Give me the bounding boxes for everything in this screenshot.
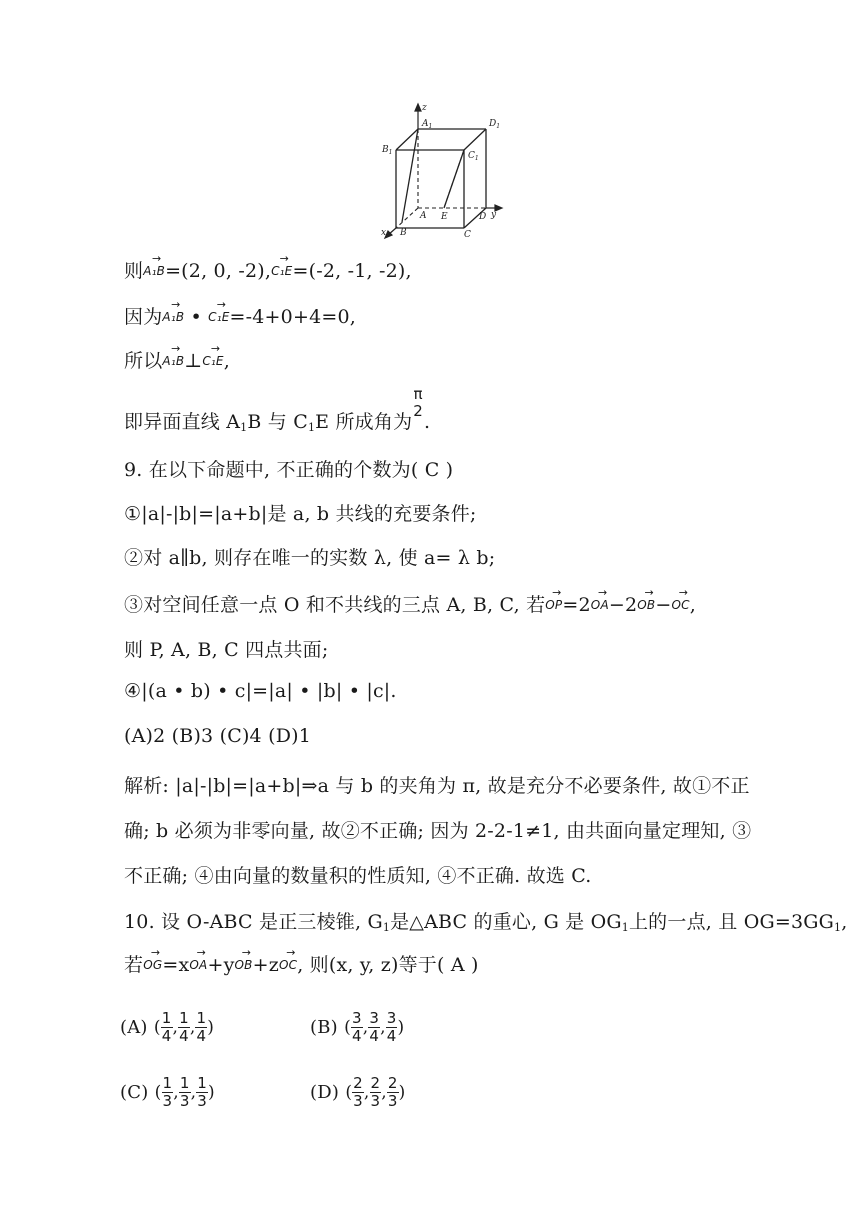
- solution-line-3: 不正确; ④由向量的数量积的性质知, ④不正确. 故选 C.: [124, 865, 592, 887]
- text: E 所成角为: [315, 411, 413, 433]
- text: ,: [689, 594, 696, 616]
- cube-coordinate-figure: [378, 100, 508, 240]
- text: =(2, 0, -2),: [165, 260, 272, 282]
- vector-a1b: → A₁B: [162, 298, 185, 324]
- line-vectors-a1b-c1e: [124, 252, 412, 283]
- text: =2: [562, 594, 591, 616]
- question-10-condition: [124, 946, 479, 977]
- vector-oc: → OC: [278, 946, 298, 972]
- text: 是△ABC 的重心, G 是 OG: [390, 911, 622, 933]
- question-9-statement-3: [124, 586, 696, 617]
- vector-oa: → OA: [189, 946, 208, 972]
- question-9-options: (A)2 (B)3 (C)4 (D)1: [124, 725, 312, 747]
- vertex-d-label: D: [479, 212, 487, 222]
- vector-ob: → OB: [234, 946, 253, 972]
- text: 因为: [124, 306, 163, 328]
- question-9-title: 9. 在以下命题中, 不正确的个数为( C ): [124, 459, 454, 481]
- vertex-b1-label: $B_1$: [382, 145, 393, 156]
- option-b: (B) ( $\frac{3}{4}$ , $\frac{3}{4}$ , $\frac{3}{4}$ ): [310, 1009, 405, 1045]
- question-10-title: [124, 907, 847, 934]
- axis-z-label: z: [422, 103, 427, 113]
- vector-a1b: → A₁B: [162, 342, 185, 368]
- text: =x: [162, 954, 190, 976]
- option-c: (C) ( $\frac{1}{3}$ , $\frac{1}{3}$ , $\frac{1}{3}$ ): [120, 1074, 215, 1110]
- option-label: (C): [120, 1082, 149, 1103]
- subscript: 1: [834, 921, 842, 934]
- subscript: 1: [240, 421, 248, 434]
- solution-line-2: 确; b 必须为非零向量, 故②不正确; 因为 2-2-1≠1, 由共面向量定理知, ③: [124, 820, 752, 842]
- vertex-a1-label: $A_1$: [422, 119, 433, 130]
- text: ⊥: [184, 350, 203, 372]
- axis-x-label: x: [381, 228, 387, 238]
- vector-og: → OG: [143, 946, 163, 972]
- option-a: (A) ( $\frac{1}{4}$ , $\frac{1}{4}$ , $\frac{1}{4}$ ): [120, 1009, 215, 1045]
- vertex-c1-label: $C_1$: [468, 151, 479, 162]
- text: +y: [207, 954, 235, 976]
- line-angle-result: [124, 386, 430, 434]
- text: +z: [252, 954, 279, 976]
- question-9-statement-3-cont: 则 P, A, B, C 四点共面;: [124, 639, 329, 661]
- vertex-a-label: A: [420, 211, 427, 221]
- vector-ob: → OB: [637, 586, 656, 612]
- option-label: (A): [120, 1017, 148, 1038]
- text: 若: [124, 954, 144, 976]
- text: −: [655, 594, 672, 616]
- vector-oa: → OA: [590, 586, 609, 612]
- text: =-4+0+4=0,: [229, 306, 357, 328]
- question-9-statement-2: ②对 a∥b, 则存在唯一的实数 λ, 使 a= λ b;: [124, 547, 496, 569]
- text: ,: [841, 911, 848, 933]
- vertex-b-label: B: [400, 228, 407, 238]
- option-d: (D) ( $\frac{2}{3}$ , $\frac{2}{3}$ , $\frac{2}{3}$ ): [310, 1074, 406, 1110]
- vertex-c-label: C: [464, 230, 471, 240]
- vector-a1b: → A₁B: [143, 252, 166, 278]
- subscript: 1: [382, 921, 391, 934]
- text: =(-2, -1, -2),: [292, 260, 412, 282]
- question-9-statement-1: ①|a|-|b|=|a+b|是 a, b 共线的充要条件;: [124, 503, 477, 525]
- vector-c1e: → C₁E: [208, 298, 230, 324]
- text: •: [184, 306, 209, 328]
- text: 上的一点, 且 OG=3GG: [628, 911, 835, 933]
- vector-c1e: → C₁E: [271, 252, 293, 278]
- point-e-label: E: [441, 212, 448, 222]
- question-9-statement-4: ④|(a • b) • c|=|a| • |b| • |c|.: [124, 680, 397, 702]
- text: B 与 C: [247, 411, 308, 433]
- text: , 则(x, y, z)等于( A ): [297, 954, 479, 976]
- text: 所以: [124, 350, 163, 372]
- text: .: [424, 411, 431, 433]
- text: 10. 设 O-ABC 是正三棱锥, G: [124, 911, 383, 933]
- axis-y-label: y: [491, 210, 497, 220]
- fraction-pi-over-2: π 2: [413, 385, 424, 420]
- text: 即异面直线 A: [124, 411, 241, 433]
- solution-line-1: 解析: |a|-|b|=|a+b|⇒a 与 b 的夹角为 π, 故是充分不必要条件, 故①不正: [124, 775, 750, 797]
- line-dot-product: [124, 298, 357, 329]
- text: −2: [608, 594, 638, 616]
- vector-oc: → OC: [671, 586, 690, 612]
- vector-op: → OP: [545, 586, 563, 612]
- subscript: 1: [621, 921, 629, 934]
- option-label: (D): [310, 1082, 340, 1103]
- line-perpendicular: [124, 342, 230, 373]
- option-label: (B): [310, 1017, 338, 1038]
- text: ③对空间任意一点 O 和不共线的三点 A, B, C, 若: [124, 594, 546, 616]
- text: ,: [223, 350, 230, 372]
- vertex-d1-label: $D_1$: [489, 119, 501, 130]
- subscript: 1: [307, 421, 316, 434]
- vector-c1e: → C₁E: [202, 342, 224, 368]
- text: 则: [124, 260, 144, 282]
